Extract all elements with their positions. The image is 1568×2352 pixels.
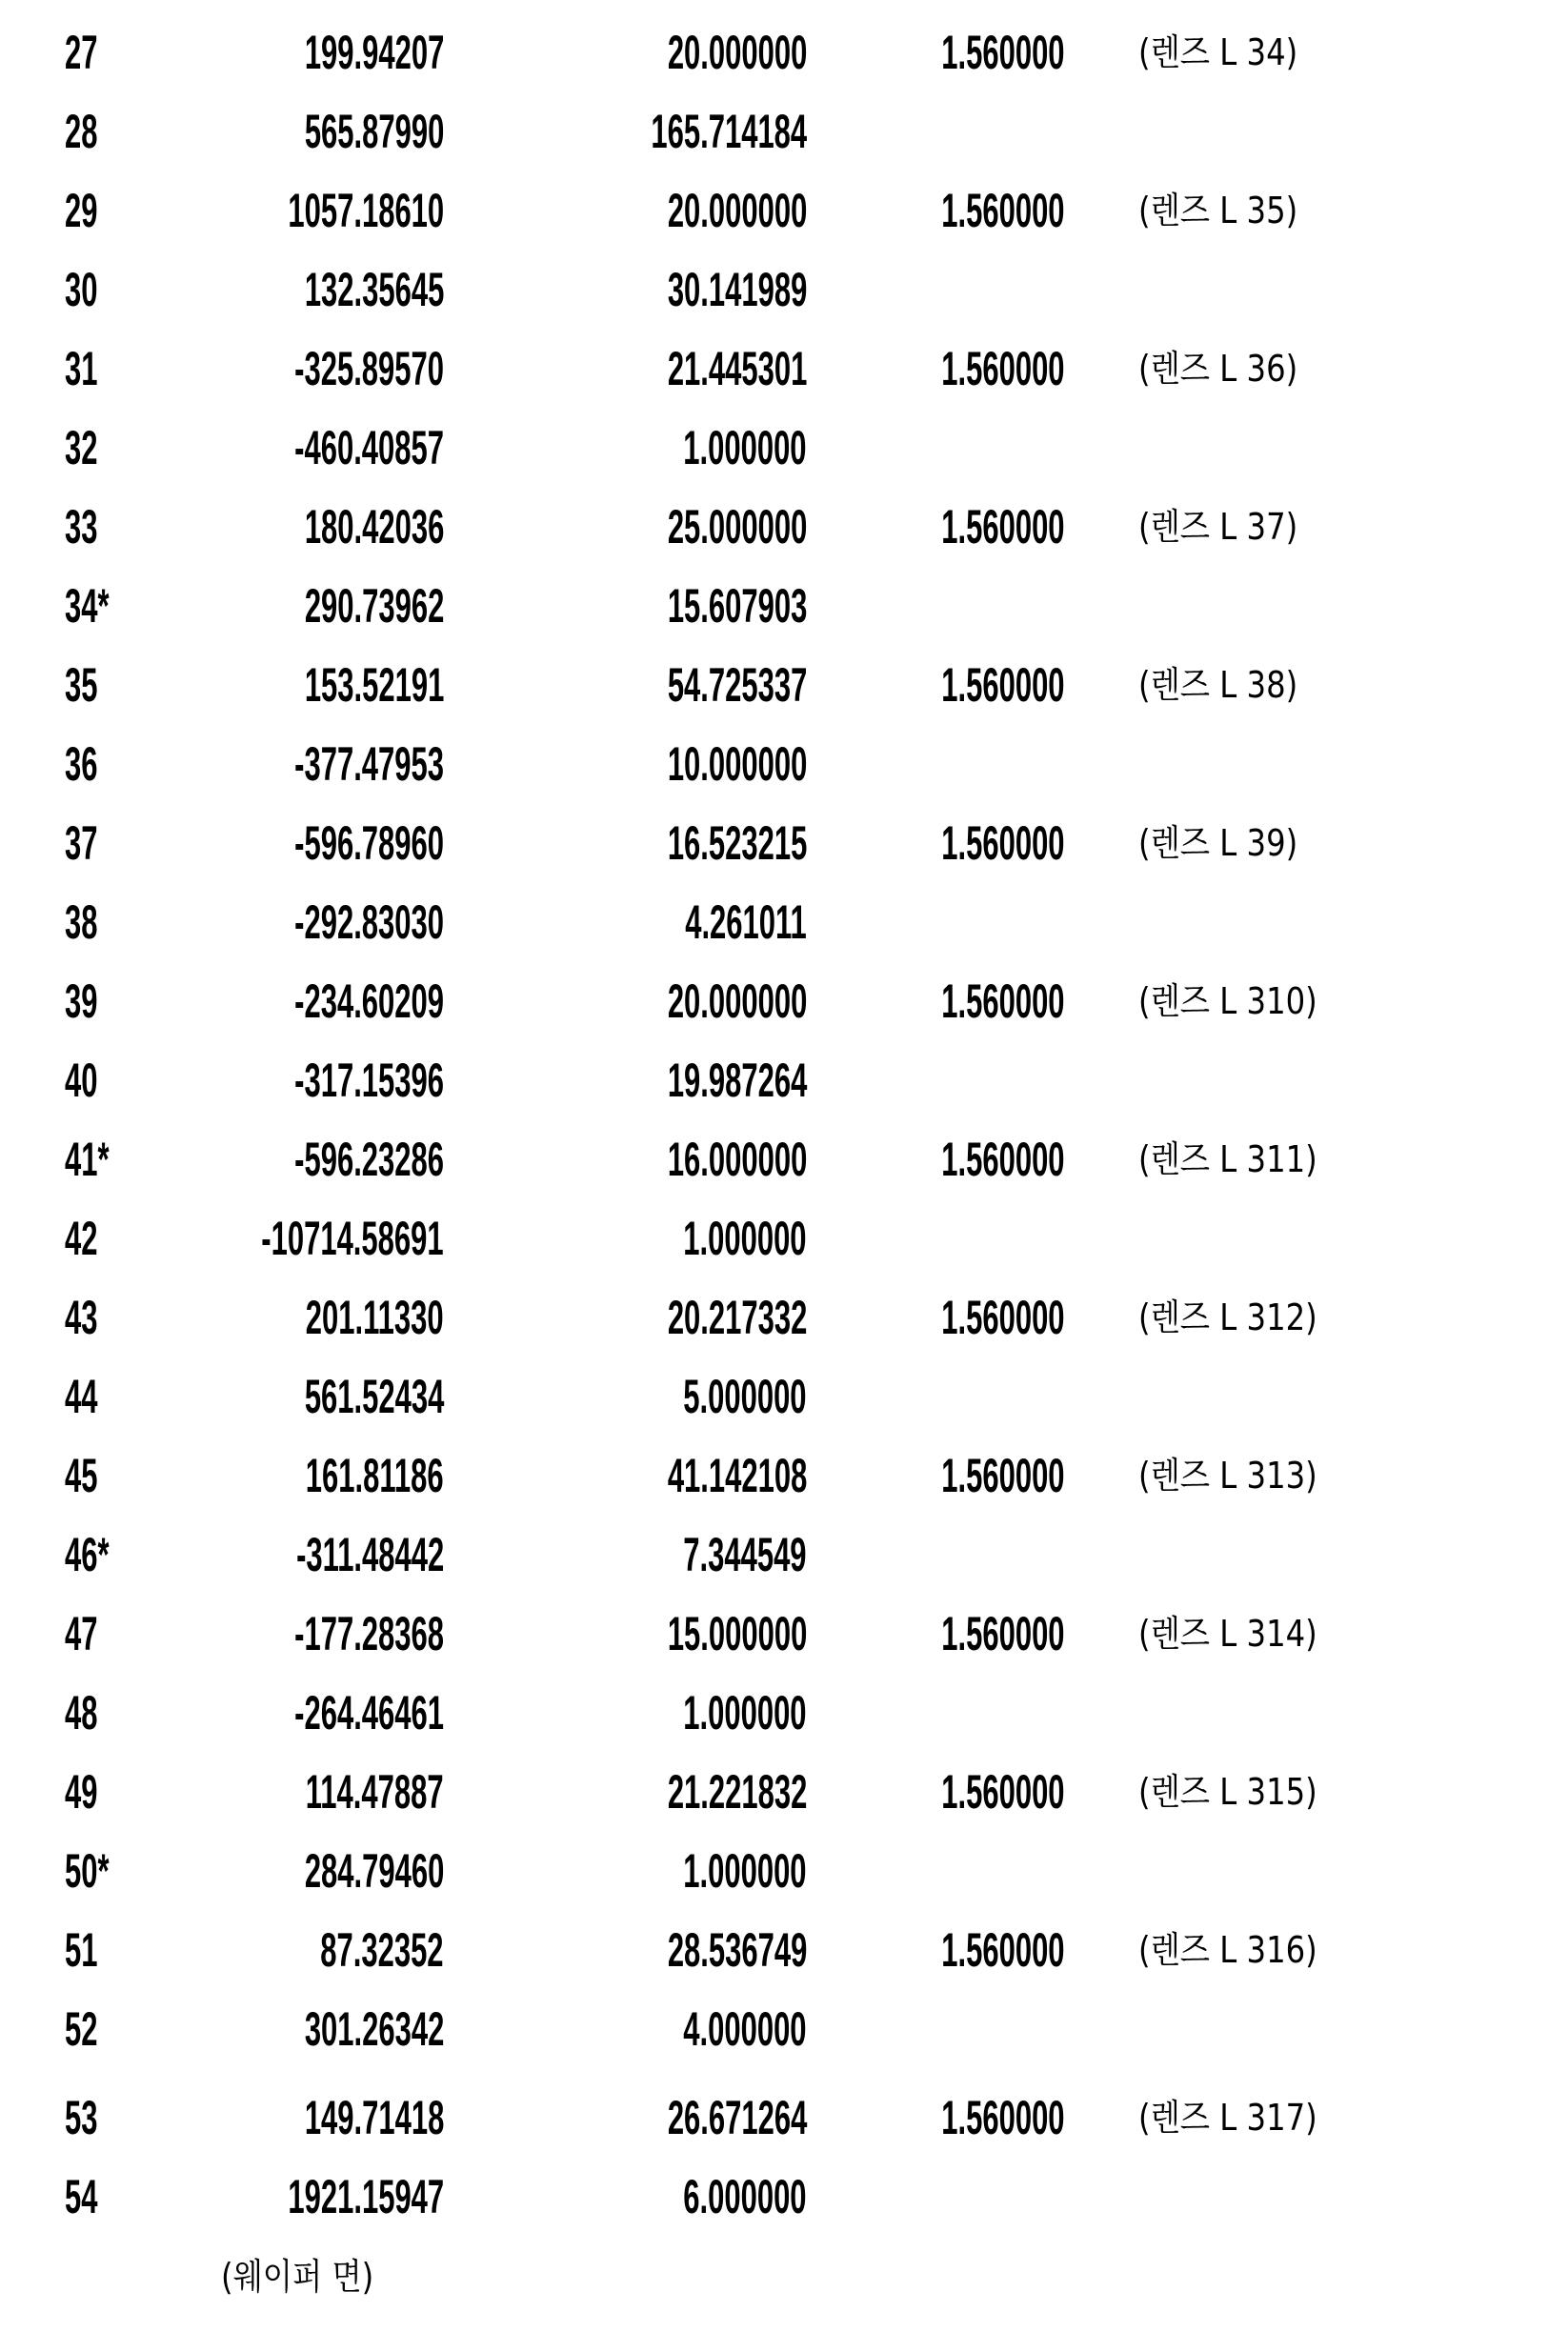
table-row — [0, 2168, 1568, 2225]
radius-of-curvature: -325.89570 — [294, 340, 444, 397]
radius-of-curvature: 284.79460 — [304, 1842, 444, 1900]
table-row — [0, 182, 1568, 239]
radius-of-curvature: 1057.18610 — [288, 182, 444, 239]
lens-label: (렌즈 L 38) — [1138, 656, 1297, 714]
table-row — [0, 1763, 1568, 1820]
surface-spacing: 54.725337 — [667, 656, 807, 714]
surface-spacing: 25.000000 — [667, 498, 807, 555]
table-row — [0, 1368, 1568, 1425]
radius-of-curvature: -596.23286 — [294, 1131, 444, 1188]
surface-number: 53 — [65, 2089, 97, 2146]
surface-number: 46* — [65, 1526, 110, 1583]
surface-number: 39 — [65, 973, 97, 1030]
surface-number: 41* — [65, 1131, 110, 1188]
surface-number: 31 — [65, 340, 97, 397]
surface-number: 28 — [65, 103, 97, 160]
radius-of-curvature: -311.48442 — [296, 1526, 444, 1583]
table-row — [0, 340, 1568, 397]
table-row — [0, 735, 1568, 793]
surface-spacing: 20.000000 — [667, 182, 807, 239]
surface-spacing: 28.536749 — [667, 1921, 807, 1979]
table-row — [0, 1842, 1568, 1900]
table-row — [0, 2000, 1568, 2058]
surface-spacing: 20.000000 — [667, 24, 807, 81]
surface-number: 45 — [65, 1447, 97, 1504]
radius-of-curvature: 161.81186 — [306, 1447, 444, 1504]
lens-label: (렌즈 L 35) — [1138, 182, 1297, 239]
surface-spacing: 21.445301 — [667, 340, 807, 397]
table-row — [0, 1447, 1568, 1504]
surface-spacing: 1.000000 — [684, 1684, 807, 1741]
radius-of-curvature: 180.42036 — [304, 498, 444, 555]
surface-spacing: 5.000000 — [684, 1368, 807, 1425]
surface-spacing: 15.000000 — [667, 1605, 807, 1662]
radius-of-curvature: 87.32352 — [321, 1921, 444, 1979]
lens-label: (렌즈 L 311) — [1138, 1131, 1317, 1188]
radius-of-curvature: 301.26342 — [304, 2000, 444, 2058]
radius-of-curvature: 1921.15947 — [288, 2168, 444, 2225]
table-row — [0, 1684, 1568, 1741]
surface-number: 38 — [65, 894, 97, 951]
lens-label: (렌즈 L 310) — [1138, 973, 1317, 1030]
refractive-index: 1.560000 — [942, 1447, 1065, 1504]
lens-label: (렌즈 L 316) — [1138, 1921, 1317, 1979]
lens-label: (렌즈 L 314) — [1138, 1605, 1317, 1662]
table-row — [0, 498, 1568, 555]
lens-label: (렌즈 L 315) — [1138, 1763, 1317, 1820]
radius-of-curvature: -264.46461 — [294, 1684, 444, 1741]
radius-of-curvature: -177.28368 — [294, 1605, 444, 1662]
radius-of-curvature: -234.60209 — [294, 973, 444, 1030]
refractive-index: 1.560000 — [942, 182, 1065, 239]
surface-number: 50* — [65, 1842, 110, 1900]
refractive-index: 1.560000 — [942, 814, 1065, 872]
surface-number: 29 — [65, 182, 97, 239]
lens-label: (렌즈 L 37) — [1138, 498, 1297, 555]
radius-of-curvature: 565.87990 — [304, 103, 444, 160]
refractive-index: 1.560000 — [942, 1289, 1065, 1346]
surface-spacing: 15.607903 — [667, 577, 807, 634]
table-row — [0, 1289, 1568, 1346]
table-row — [0, 24, 1568, 81]
radius-of-curvature: 201.11330 — [306, 1289, 444, 1346]
radius-of-curvature: -596.78960 — [294, 814, 444, 872]
lens-label: (렌즈 L 34) — [1138, 24, 1297, 81]
surface-spacing: 20.217332 — [667, 1289, 807, 1346]
radius-of-curvature: 132.35645 — [304, 261, 444, 318]
surface-spacing: 21.221832 — [667, 1763, 807, 1820]
refractive-index: 1.560000 — [942, 656, 1065, 714]
surface-number: 42 — [65, 1210, 97, 1267]
surface-spacing: 19.987264 — [667, 1052, 807, 1109]
surface-number: 40 — [65, 1052, 97, 1109]
surface-number: 34* — [65, 577, 110, 634]
table-row — [0, 577, 1568, 634]
refractive-index: 1.560000 — [942, 1605, 1065, 1662]
refractive-index: 1.560000 — [942, 24, 1065, 81]
surface-spacing: 20.000000 — [667, 973, 807, 1030]
surface-spacing: 6.000000 — [684, 2168, 807, 2225]
refractive-index: 1.560000 — [942, 2089, 1065, 2146]
lens-label: (렌즈 L 317) — [1138, 2089, 1317, 2146]
refractive-index: 1.560000 — [942, 973, 1065, 1030]
surface-number: 27 — [65, 24, 97, 81]
surface-number: 48 — [65, 1684, 97, 1741]
surface-number: 43 — [65, 1289, 97, 1346]
refractive-index: 1.560000 — [942, 498, 1065, 555]
refractive-index: 1.560000 — [942, 1763, 1065, 1820]
surface-spacing: 4.000000 — [684, 2000, 807, 2058]
radius-of-curvature: -460.40857 — [294, 419, 444, 476]
radius-of-curvature: -292.83030 — [294, 894, 444, 951]
surface-number: 36 — [65, 735, 97, 793]
radius-of-curvature: -377.47953 — [294, 735, 444, 793]
wafer-surface-note: (웨이퍼 면) — [221, 2248, 373, 2305]
surface-number: 33 — [65, 498, 97, 555]
table-row — [0, 419, 1568, 476]
table-row — [0, 894, 1568, 951]
surface-number: 54 — [65, 2168, 97, 2225]
table-row — [0, 656, 1568, 714]
refractive-index: 1.560000 — [942, 1131, 1065, 1188]
radius-of-curvature: -10714.58691 — [262, 1210, 444, 1267]
table-row — [0, 1605, 1568, 1662]
table-row — [0, 1210, 1568, 1267]
table-row — [0, 814, 1568, 872]
table-row — [0, 1052, 1568, 1109]
table-row — [0, 973, 1568, 1030]
surface-number: 49 — [65, 1763, 97, 1820]
surface-spacing: 7.344549 — [684, 1526, 807, 1583]
refractive-index: 1.560000 — [942, 1921, 1065, 1979]
surface-number: 37 — [65, 814, 97, 872]
surface-spacing: 4.261011 — [685, 894, 807, 951]
radius-of-curvature: 290.73962 — [304, 577, 444, 634]
surface-spacing: 10.000000 — [667, 735, 807, 793]
surface-spacing: 165.714184 — [651, 103, 807, 160]
lens-label: (렌즈 L 39) — [1138, 814, 1297, 872]
lens-label: (렌즈 L 312) — [1138, 1289, 1317, 1346]
surface-spacing: 26.671264 — [667, 2089, 807, 2146]
surface-spacing: 16.000000 — [667, 1131, 807, 1188]
radius-of-curvature: 199.94207 — [304, 24, 444, 81]
surface-number: 44 — [65, 1368, 97, 1425]
radius-of-curvature: -317.15396 — [294, 1052, 444, 1109]
table-row — [0, 1131, 1568, 1188]
table-row — [0, 103, 1568, 160]
radius-of-curvature: 114.47887 — [306, 1763, 444, 1820]
surface-number: 35 — [65, 656, 97, 714]
table-row — [0, 261, 1568, 318]
surface-spacing: 16.523215 — [667, 814, 807, 872]
surface-number: 47 — [65, 1605, 97, 1662]
lens-label: (렌즈 L 36) — [1138, 340, 1297, 397]
table-row — [0, 1526, 1568, 1583]
surface-spacing: 1.000000 — [684, 1210, 807, 1267]
refractive-index: 1.560000 — [942, 340, 1065, 397]
surface-number: 52 — [65, 2000, 97, 2058]
table-row — [0, 2089, 1568, 2146]
surface-number: 32 — [65, 419, 97, 476]
table-row — [0, 1921, 1568, 1979]
radius-of-curvature: 561.52434 — [304, 1368, 444, 1425]
radius-of-curvature: 153.52191 — [304, 656, 444, 714]
surface-spacing: 1.000000 — [684, 419, 807, 476]
surface-spacing: 1.000000 — [684, 1842, 807, 1900]
surface-number: 51 — [65, 1921, 97, 1979]
surface-number: 30 — [65, 261, 97, 318]
radius-of-curvature: 149.71418 — [304, 2089, 444, 2146]
surface-spacing: 30.141989 — [667, 261, 807, 318]
surface-spacing: 41.142108 — [667, 1447, 807, 1504]
lens-label: (렌즈 L 313) — [1138, 1447, 1317, 1504]
